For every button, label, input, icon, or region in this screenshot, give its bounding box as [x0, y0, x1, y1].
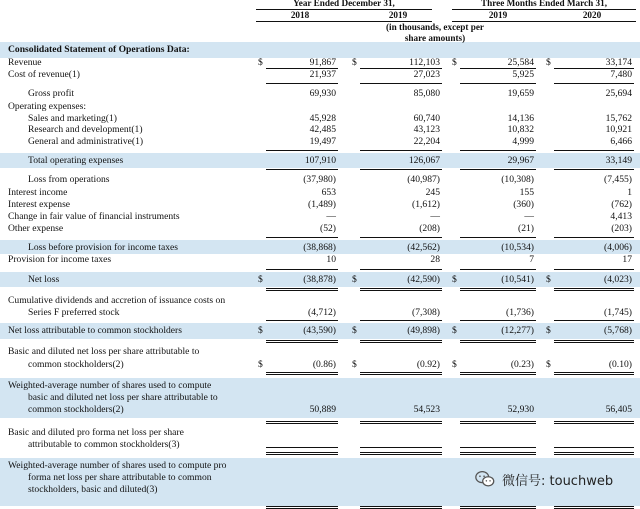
- row-value: 21,937: [309, 69, 336, 80]
- row-value: 33,174: [605, 57, 632, 68]
- underline-rule: [460, 169, 536, 170]
- currency-symbol: $: [546, 274, 551, 285]
- row-label: Operating expenses:: [8, 101, 87, 112]
- currency-symbol: $: [258, 359, 263, 370]
- total-double-rule: [554, 372, 634, 375]
- currency-symbol: $: [258, 325, 263, 336]
- row-value: (4,006): [604, 242, 632, 253]
- total-double-rule: [266, 452, 338, 455]
- total-double-rule: [360, 452, 442, 455]
- watermark: [474, 468, 613, 490]
- underline-rule: [360, 320, 442, 321]
- underline-rule: [266, 169, 338, 170]
- underline-rule: [554, 447, 634, 448]
- total-double-rule: [460, 452, 536, 455]
- row-value: 29,967: [507, 155, 534, 166]
- currency-symbol: $: [352, 274, 357, 285]
- header-units-note-1: (in thousands, except per: [385, 22, 484, 32]
- row-value: —: [524, 211, 534, 222]
- header-rule: [452, 9, 636, 10]
- row-value: 10,832: [507, 124, 534, 135]
- row-value: 4,413: [610, 211, 632, 222]
- header-year-col-3: 2019: [488, 10, 508, 20]
- row-value: 56,405: [605, 404, 632, 415]
- row-label: Loss before provision for income taxes: [28, 242, 178, 253]
- underline-rule: [266, 447, 338, 448]
- wechat-icon: [474, 468, 496, 490]
- row-label: Revenue: [8, 57, 42, 68]
- currency-symbol: $: [352, 57, 357, 68]
- row-value: (0.23): [510, 359, 534, 370]
- row-value: (43,590): [303, 325, 336, 336]
- row-value: 69,930: [309, 88, 336, 99]
- row-value: (49,898): [407, 325, 440, 336]
- currency-symbol: $: [452, 57, 457, 68]
- row-value: 155: [519, 187, 534, 198]
- total-double-rule: [360, 372, 442, 375]
- underline-rule: [266, 150, 338, 151]
- row-value: (7,308): [412, 307, 440, 318]
- row-value: —: [430, 211, 440, 222]
- total-double-rule: [360, 340, 442, 343]
- row-value: 50,889: [309, 404, 336, 415]
- header-year-col-1: 2018: [290, 10, 310, 20]
- row-value: (37,980): [303, 174, 336, 185]
- row-label: Weighted-average number of shares used to compute: [8, 380, 212, 391]
- header-year-col-4: 2020: [582, 10, 602, 20]
- currency-symbol: $: [546, 325, 551, 336]
- row-value: 19,659: [507, 88, 534, 99]
- row-value: 27,023: [413, 69, 440, 80]
- row-value: 107,910: [304, 155, 336, 166]
- underline-rule: [554, 269, 634, 270]
- total-double-rule: [266, 288, 338, 291]
- row-value: 25,584: [507, 57, 534, 68]
- row-label: Net loss attributable to common stockholders: [8, 325, 182, 336]
- row-label: Consolidated Statement of Operations Data:: [8, 44, 190, 55]
- row-label: common stockholders(2): [28, 404, 124, 415]
- row-value: 4,999: [512, 136, 534, 147]
- underline-rule: [460, 320, 536, 321]
- row-value: 45,928: [309, 113, 336, 124]
- row-value: 60,740: [413, 113, 440, 124]
- row-value: (10,534): [501, 242, 534, 253]
- underline-rule: [460, 83, 536, 84]
- underline-rule: [460, 237, 536, 238]
- underline-rule: [360, 83, 442, 84]
- row-label: attributable to common stockholders(3): [28, 439, 180, 450]
- row-value: 7: [529, 254, 534, 265]
- currency-symbol: $: [546, 359, 551, 370]
- row-value: (42,590): [407, 274, 440, 285]
- row-value: 19,497: [309, 136, 336, 147]
- header-period-year: Year Ended December 31,: [293, 0, 395, 8]
- row-value: 10,921: [605, 124, 632, 135]
- row-value: (1,612): [412, 199, 440, 210]
- row-value: 25,694: [605, 88, 632, 99]
- row-value: (40,987): [407, 174, 440, 185]
- row-value: 126,067: [408, 155, 440, 166]
- row-value: 28: [430, 254, 440, 265]
- row-label: Series F preferred stock: [28, 307, 120, 318]
- underline-rule: [266, 320, 338, 321]
- row-label: Net loss: [28, 274, 60, 285]
- row-label: Other expense: [8, 223, 64, 234]
- underline-rule: [460, 269, 536, 270]
- row-label: basic and diluted net loss per share attributable to: [28, 392, 218, 403]
- currency-symbol: $: [352, 359, 357, 370]
- row-value: (0.86): [312, 359, 336, 370]
- currency-symbol: $: [258, 57, 263, 68]
- total-double-rule: [360, 421, 442, 424]
- currency-symbol: $: [546, 57, 551, 68]
- total-double-rule: [266, 372, 338, 375]
- row-value: (1,736): [506, 307, 534, 318]
- row-value: 5,925: [512, 69, 534, 80]
- underline-rule: [554, 169, 634, 170]
- row-value: (208): [419, 223, 440, 234]
- total-double-rule: [460, 288, 536, 291]
- row-label: Interest expense: [8, 199, 71, 210]
- row-value: 22,204: [413, 136, 440, 147]
- header-year-col-2: 2019: [388, 10, 408, 20]
- total-double-rule: [554, 452, 634, 455]
- row-value: (4,712): [308, 307, 336, 318]
- row-value: 43,123: [413, 124, 440, 135]
- row-value: 7,480: [610, 69, 632, 80]
- row-label: Gross profit: [28, 88, 75, 99]
- watermark-text: 微信号: touchweb: [502, 473, 614, 489]
- row-label: Change in fair value of financial instruments: [8, 211, 180, 222]
- currency-symbol: $: [452, 325, 457, 336]
- row-value: 245: [425, 187, 440, 198]
- row-value: 42,485: [309, 124, 336, 135]
- total-double-rule: [266, 421, 338, 424]
- row-label: Weighted-average number of shares used to compute pro: [8, 460, 227, 471]
- row-value: (203): [611, 223, 632, 234]
- row-label: common stockholders(2): [28, 359, 124, 370]
- row-value: (10,541): [501, 274, 534, 285]
- total-double-rule: [266, 340, 338, 343]
- row-value: (1,745): [604, 307, 632, 318]
- underline-rule: [360, 447, 442, 448]
- underline-rule: [554, 320, 634, 321]
- header-period-quarter: Three Months Ended March 31,: [481, 0, 607, 8]
- underline-rule: [360, 269, 442, 270]
- underline-rule: [460, 447, 536, 448]
- total-double-rule: [460, 421, 536, 424]
- row-label: Sales and marketing(1): [28, 113, 117, 124]
- row-value: 33,149: [605, 155, 632, 166]
- row-value: 17: [622, 254, 632, 265]
- underline-rule: [266, 269, 338, 270]
- row-value: (21): [518, 223, 534, 234]
- row-value: 653: [321, 187, 336, 198]
- row-label: stockholders, basic and diluted(3): [28, 484, 158, 495]
- underline-rule: [360, 150, 442, 151]
- underline-rule: [360, 169, 442, 170]
- row-value: 91,867: [309, 57, 336, 68]
- row-label: Basic and diluted net loss per share attributable to: [8, 346, 200, 357]
- underline-rule: [360, 237, 442, 238]
- row-value: 52,930: [507, 404, 534, 415]
- row-value: 85,080: [413, 88, 440, 99]
- row-value: (52): [320, 223, 336, 234]
- total-double-rule: [554, 288, 634, 291]
- row-label: Research and development(1): [28, 124, 143, 135]
- row-value: 10: [326, 254, 336, 265]
- total-double-rule: [460, 340, 536, 343]
- row-value: 112,103: [409, 57, 440, 68]
- row-value: (4,023): [604, 274, 632, 285]
- row-label: Cost of revenue(1): [8, 69, 80, 80]
- row-value: 1: [627, 187, 632, 198]
- row-label: Provision for income taxes: [8, 254, 112, 265]
- row-value: (0.92): [416, 359, 440, 370]
- row-value: (10,308): [501, 174, 534, 185]
- currency-symbol: $: [352, 325, 357, 336]
- row-value: 15,762: [605, 113, 632, 124]
- row-value: 6,466: [610, 136, 632, 147]
- row-label: Interest income: [8, 187, 68, 198]
- row-label: Total operating expenses: [28, 155, 124, 166]
- row-value: (762): [611, 199, 632, 210]
- currency-symbol: $: [258, 274, 263, 285]
- row-value: (38,878): [303, 274, 336, 285]
- row-value: (0.10): [608, 359, 632, 370]
- row-label: Loss from operations: [28, 174, 110, 185]
- row-label: forma net loss per share attributable to common: [28, 472, 212, 483]
- row-value: (38,868): [303, 242, 336, 253]
- total-double-rule: [460, 372, 536, 375]
- row-value: (1,489): [308, 199, 336, 210]
- row-value: (5,768): [604, 325, 632, 336]
- row-value: (12,277): [501, 325, 534, 336]
- row-label: Basic and diluted pro forma net loss per share: [8, 427, 184, 438]
- underline-rule: [460, 150, 536, 151]
- row-value: 14,136: [507, 113, 534, 124]
- currency-symbol: $: [452, 274, 457, 285]
- row-value: (360): [513, 199, 534, 210]
- row-label: General and administrative(1): [28, 136, 144, 147]
- row-value: (7,455): [604, 174, 632, 185]
- header-units-note-2: share amounts): [404, 33, 466, 43]
- underline-rule: [266, 237, 338, 238]
- total-double-rule: [360, 288, 442, 291]
- row-value: —: [326, 211, 336, 222]
- row-value: 54,523: [413, 404, 440, 415]
- row-label: Cumulative dividends and accretion of issuance costs on: [8, 295, 226, 306]
- total-double-rule: [554, 421, 634, 424]
- total-double-rule: [554, 340, 634, 343]
- underline-rule: [266, 83, 338, 84]
- underline-rule: [554, 237, 634, 238]
- row-value: (42,562): [407, 242, 440, 253]
- currency-symbol: $: [452, 359, 457, 370]
- underline-rule: [554, 150, 634, 151]
- underline-rule: [554, 83, 634, 84]
